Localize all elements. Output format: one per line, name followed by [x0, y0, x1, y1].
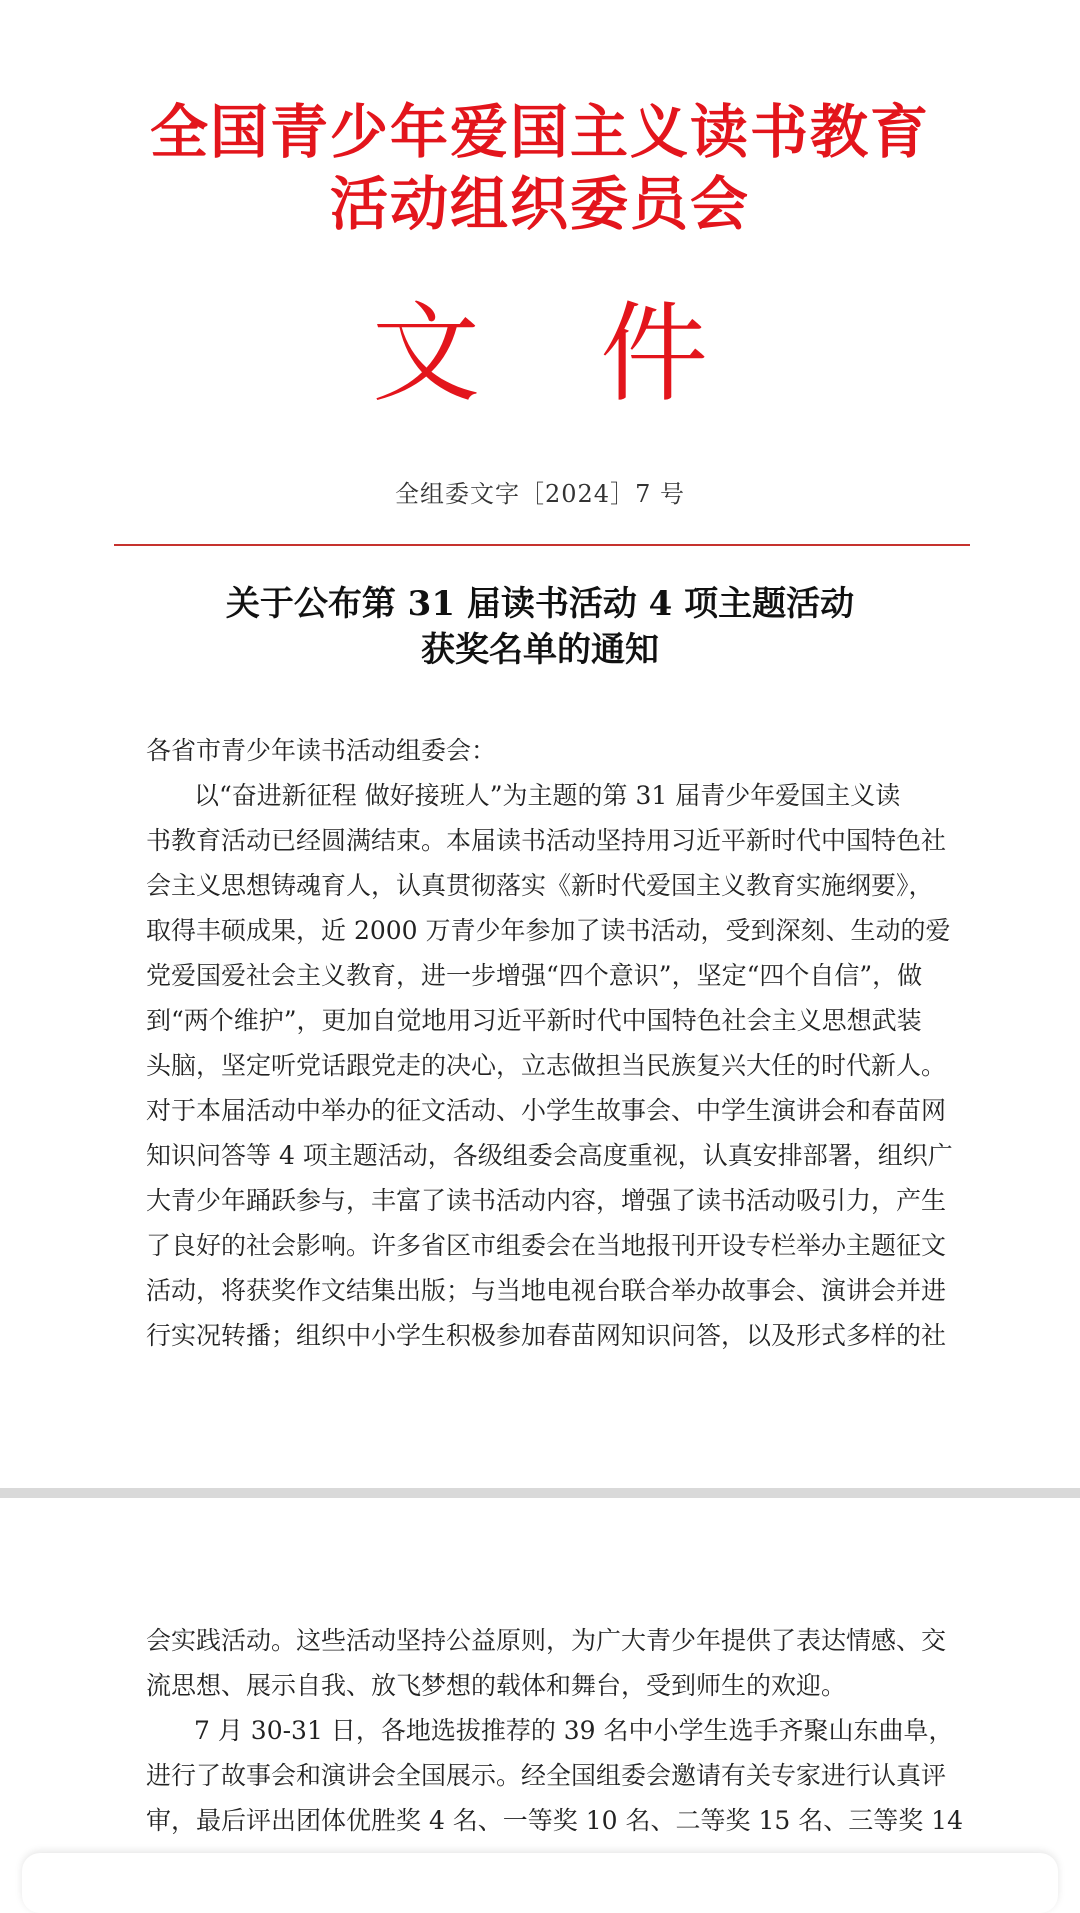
paragraph-line: 进行了故事会和演讲会全国展示。经全国组委会邀请有关专家进行认真评: [146, 1761, 947, 1790]
issuer-name-line-1: 全国青少年爱国主义读书教育: [149, 98, 930, 166]
paragraph-line: 7 月 30-31 日，各地选拔推荐的 39 名中小学生选手齐聚山东曲阜，: [194, 1716, 954, 1745]
paragraph-line: 行实况转播；组织中小学生积极参加春苗网知识问答，以及形式多样的社: [146, 1321, 947, 1350]
paragraph-line: 审，最后评出团体优胜奖 4 名、一等奖 10 名、二等奖 15 名、三等奖 14: [146, 1806, 963, 1835]
notice-title-line-1: 关于公布第 31 届读书活动 4 项主题活动: [225, 584, 855, 624]
document-number: 全组委文字［2024］7 号: [395, 480, 685, 508]
salutation: 各省市青少年读书活动组委会：: [146, 736, 497, 765]
notice-title-line-2: 获奖名单的通知: [421, 630, 659, 670]
body-text-page-2: [146, 1618, 963, 1843]
paragraph-line: 知识问答等 4 项主题活动，各级组委会高度重视，认真安排部署，组织广: [146, 1141, 953, 1170]
paragraph-line: 取得丰硕成果，近 2000 万青少年参加了读书活动，受到深刻、生动的爱: [146, 916, 951, 945]
paragraph-line: 会实践活动。这些活动坚持公益原则，为广大青少年提供了表达情感、交: [146, 1626, 947, 1655]
paragraph-line: 头脑，坚定听党话跟党走的决心，立志做担当民族复兴大任的时代新人。: [146, 1051, 947, 1080]
document-heading: 文件: [371, 292, 828, 417]
paragraph-line: 书教育活动已经圆满结束。本届读书活动坚持用习近平新时代中国特色社: [146, 826, 947, 855]
bottom-sheet-edge: [22, 1853, 1058, 1913]
paragraph-line: 以“奋进新征程 做好接班人”为主题的第 31 届青少年爱国主义读: [194, 781, 901, 810]
paragraph-line: 了良好的社会影响。许多省区市组委会在当地报刊开设专栏举办主题征文: [146, 1231, 947, 1260]
page-separator: [0, 1488, 1080, 1498]
body-text-page-1: [146, 728, 953, 1358]
paragraph-line: 流思想、展示自我、放飞梦想的载体和舞台，受到师生的欢迎。: [146, 1671, 847, 1700]
red-divider-line: [114, 544, 970, 546]
paragraph-line: 大青少年踊跃参与，丰富了读书活动内容，增强了读书活动吸引力，产生: [146, 1186, 947, 1215]
paragraph-line: 党爱国爱社会主义教育，进一步增强“四个意识”，坚定“四个自信”，做: [146, 961, 923, 990]
paragraph-line: 到“两个维护”，更加自觉地用习近平新时代中国特色社会主义思想武装: [146, 1006, 922, 1035]
paragraph-line: 对于本届活动中举办的征文活动、小学生故事会、中学生演讲会和春苗网: [146, 1096, 947, 1125]
issuer-name-line-2: 活动组织委员会: [329, 170, 750, 238]
paragraph-line: 会主义思想铸魂育人，认真贯彻落实《新时代爱国主义教育实施纲要》，: [146, 871, 934, 900]
paragraph-line: 活动，将获奖作文结集出版；与当地电视台联合举办故事会、演讲会并进: [146, 1276, 947, 1305]
